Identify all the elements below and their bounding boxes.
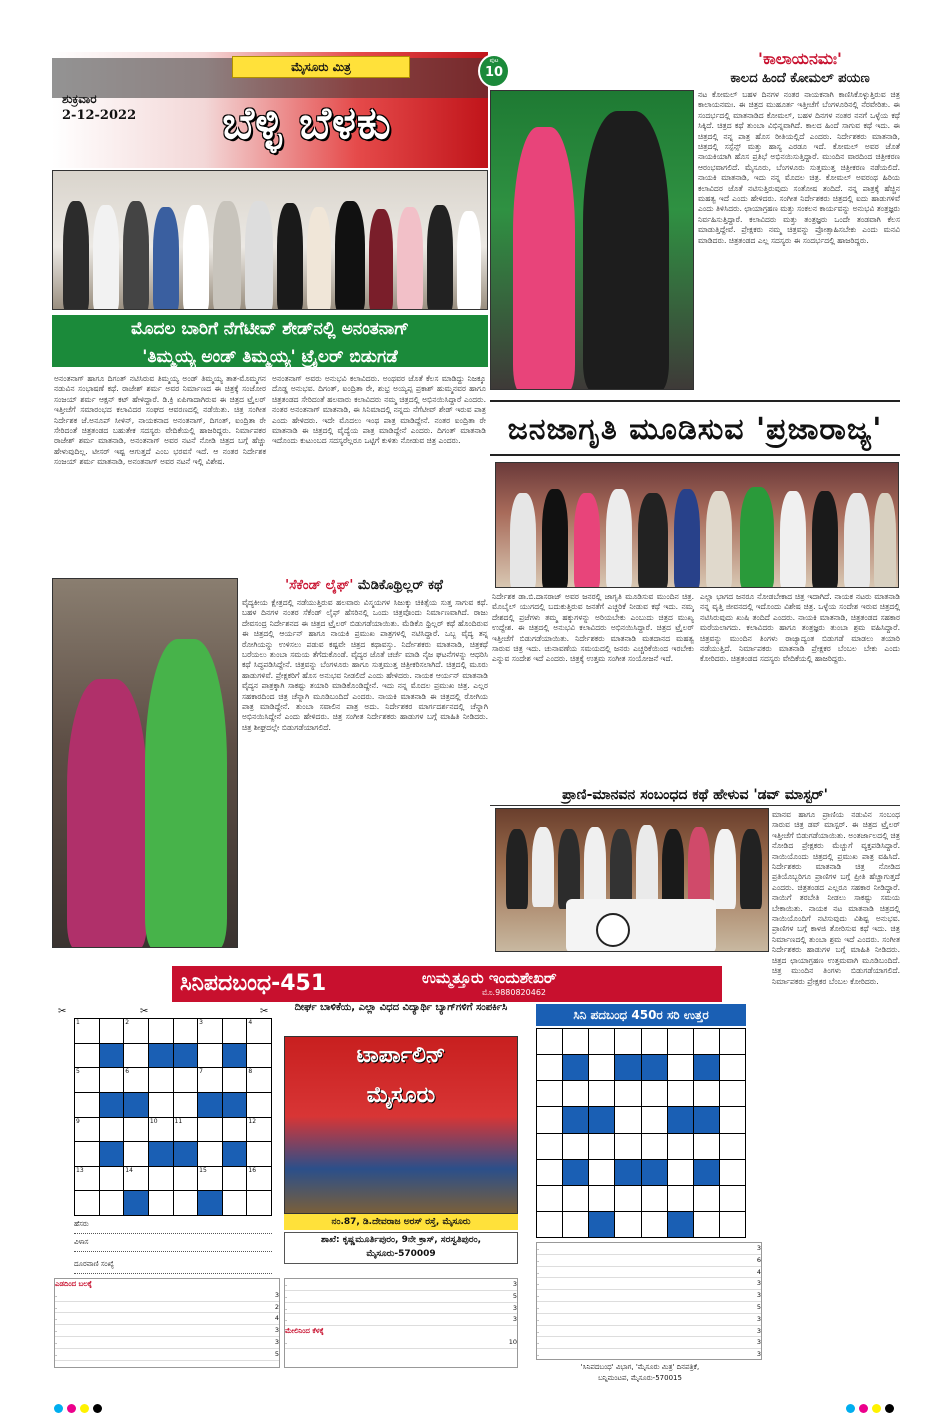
answer-cell [694, 1081, 719, 1106]
answer-cell [615, 1081, 640, 1106]
answer-cell [720, 1081, 745, 1106]
bag-ad-tagline: ದೀರ್ಘ ಬಾಳಿಕೆಯ, ಎಲ್ಲಾ ವಿಧದ ವಿದ್ಯಾರ್ಥಿ ಬ್ಯಾಗ್‌ಗಳಿಗೆ ಸಂಪರ್ಕಿಸಿ [294, 1002, 508, 1013]
crossword-cell[interactable] [247, 1068, 271, 1092]
crossword-cell[interactable] [223, 1068, 247, 1092]
crossword-cell-number: 7 [199, 1068, 203, 1076]
newspaper-brand: ಮೈಸೂರು ಮಿತ್ರ [232, 56, 410, 78]
actor-figure [583, 111, 669, 390]
answer-cell [537, 1186, 562, 1211]
crossword-cell-number: 5 [76, 1068, 80, 1076]
crossword-cell-number: 14 [125, 1166, 133, 1174]
crossword-cell[interactable] [100, 1068, 124, 1092]
crossword-grid[interactable] [74, 1018, 272, 1216]
answer-cell [720, 1160, 745, 1185]
answer-cell [668, 1160, 693, 1185]
crossword-cell[interactable] [75, 1068, 99, 1092]
crossword-cell[interactable] [174, 1118, 198, 1142]
person-figure [542, 489, 568, 588]
crossword-cell-number: 16 [248, 1166, 257, 1174]
second-life-body: ವೈದ್ಯಕೀಯ ಕ್ಷೇತ್ರದಲ್ಲಿ ನಡೆಯುತ್ತಿರುವ ಹಲವಾರು ವಿಸ್ಮಯಗಳ ಸಿಜುಕ್ಕು ಚಿಕಿತ್ಸೆಯ ಸುತ್ತ ಸಾಗುವ ಕಥೆ. ಬಹಳ ದಿನಗಳ ನಂತರ ಸೆಕೆಂಡ್ ಲೈಫ್ ಹೆಸರಿನಲ್ಲಿ ಒಂದು ಚಿತ್ರವೊಂದು ನಿರ್ಮಾಣವಾಗಿದೆ. ರಾಜು ದೇವಸಂದ್ರ ನಿರ್ದೇಶನದ ಈ ಚಿತ್ರದ ಟ್ರೈಲರ್ ಬಿಡುಗಡೆಯಾಯಿತು. ಮೆಡಿಕೊ ಥ್ರಿಲ್ಲರ್ ಕಥೆ ಹೊಂದಿರುವ ಈ ಚಿತ್ರದಲ್ಲಿ ಆರ್ಯನ್ ಹಾಗೂ ನಾಯಕಿ ಪ್ರಮುಖ ಪಾತ್ರಗಳಲ್ಲಿ ನಟಿಸಿದ್ದಾರೆ. ಒಬ್ಬ ವೈದ್ಯ ತನ್ನ ರೋಗಿಯನ್ನು ಉಳಿಸಲು ಪಡುವ ಕಷ್ಟವೇ ಚಿತ್ರದ ಕಥಾವಸ್ತು. ನಿರ್ದೇಶಕರು ಮಾತನಾಡಿ, ಚಿತ್ರಕಥೆ ಬರೆಯಲು ತುಂಬಾ ಸಮಯ ತೆಗೆದುಕೊಂಡೆ. ವೈದ್ಯರ ಜೊತೆ ಚರ್ಚೆ ಮಾಡಿ ನೈಜ ಘಟನೆಗಳನ್ನು ಆಧರಿಸಿ ಕಥೆ ಸಿದ್ಧಪಡಿಸಿದ್ದೇನೆ. ಚಿತ್ರವನ್ನು ಬೆಂಗಳೂರು ಹಾಗೂ ಸುತ್ತಮುತ್ತ ಚಿತ್ರೀಕರಿಸಲಾಗಿದೆ. ಚಿತ್ರದಲ್ಲಿ ಮೂರು ಹಾಡುಗಳಿವೆ. ಪ್ರೇಕ್ಷಕರಿಗೆ ಹೊಸ ಅನುಭವ ನೀಡಲಿದೆ ಎಂದು ಹೇಳಿದರು. ನಾಯಕ ಆರ್ಯನ್ ಮಾತನಾಡಿ ವೈದ್ಯನ ಪಾತ್ರಕ್ಕಾಗಿ ಸಾಕಷ್ಟು ತಯಾರಿ ಮಾಡಿಕೊಂಡಿದ್ದೇನೆ. ಇದು ನನ್ನ ಮೊದಲ ಪ್ರಮುಖ ಚಿತ್ರ. ಎಲ್ಲರ ಸಹಕಾರದಿಂದ ಚಿತ್ರ ಚೆನ್ನಾಗಿ ಮೂಡಿಬಂದಿದೆ ಎಂದರು. ನಾಯಕಿ ಮಾತನಾಡಿ ಈ ಚಿತ್ರದಲ್ಲಿ ರೋಗಿಯ ಪಾತ್ರ ಮಾಡಿದ್ದೇನೆ. ತುಂಬಾ ಸವಾಲಿನ ಪಾತ್ರ ಅದು. ನಿರ್ದೇಶಕರ ಮಾರ್ಗದರ್ಶನದಲ್ಲಿ ಚೆನ್ನಾಗಿ ಅಭಿನಯಿಸಿದ್ದೇನೆ ಎಂದು ಹೇಳಿದರು. ಚಿತ್ರ ಸಂಗೀತ ನಿರ್ದೇಶಕರು ಹಾಡುಗಳ ಬಗ್ಗೆ ಮಾಹಿತಿ ನೀಡಿದರು. ಚಿತ್ರ ಶೀಘ್ರದಲ್ಲೇ ಬಿಡುಗಡೆಯಾಗಲಿದೆ. [242, 598, 488, 732]
section-title: ಬೆಳ್ಳಿ ಬೆಳಕು [222, 98, 392, 149]
crossword-cell-number: 13 [76, 1166, 84, 1174]
person-figure [610, 829, 632, 909]
crossword-cell[interactable] [174, 1167, 198, 1191]
page-number-badge [478, 54, 510, 88]
crossword-block [223, 1044, 247, 1068]
crossword-block [100, 1142, 124, 1166]
crossword-cell[interactable] [75, 1093, 99, 1117]
crossword-cell[interactable] [174, 1191, 198, 1215]
answer-block [589, 1107, 614, 1132]
answer-cell [720, 1107, 745, 1132]
shop-address: ನಂ.87, ಡಿ.ದೇವರಾಜ ಅರಸ್ ರಸ್ತೆ, ಮೈಸೂರು [284, 1214, 518, 1230]
crossword-cell[interactable] [174, 1019, 198, 1043]
across-clues [54, 1278, 280, 1368]
clue-row: . 3 [537, 1314, 761, 1326]
person-figure [93, 205, 119, 310]
prajarajya-body-col1: ನಿರ್ದೇಶಕ ಡಾ.ಬಿ.ದಾಸರಾಜ್ ಅವರ ಜನರಲ್ಲಿ ಜಾಗೃತಿ ಮೂಡಿಸುವ ಮುಂದಿನ ಚಿತ್ರ. ಮೊಬೈಲ್ ಯುಗದಲ್ಲಿ ಬದುಕುತ್ತಿರುವ ಜನತೆಗೆ ಎಚ್ಚರಿಕೆ ನೀಡುವ ಕಥೆ ಇದು. ನಮ್ಮ ದೇಶದಲ್ಲಿ ಪ್ರಜೆಗಳು ತಮ್ಮ ಹಕ್ಕುಗಳನ್ನು ಅರಿಯಬೇಕು ಎಂಬುದು ಚಿತ್ರದ ಮುಖ್ಯ ಉದ್ದೇಶ. ಈ ಚಿತ್ರದಲ್ಲಿ ಅನುಭವಿ ಕಲಾವಿದರು ಅಭಿನಯಿಸಿದ್ದಾರೆ. ಚಿತ್ರದ ಟ್ರೈಲರ್ ಇತ್ತೀಚೆಗೆ ಬಿಡುಗಡೆಯಾಯಿತು. ನಿರ್ದೇಶಕರು ಮಾತನಾಡಿ ಮತದಾನದ ಮಹತ್ವ ಸಾರುವ ಚಿತ್ರ ಇದು. ಚುನಾವಣೆಯ ಸಮಯದಲ್ಲಿ ಜನರು ಎಚ್ಚರಿಕೆಯಿಂದ ಇರಬೇಕು ಎನ್ನುವ ಸಂದೇಶ ಇದೆ ಎಂದರು. ಚಿತ್ರಕ್ಕೆ ಉತ್ತಮ ಸಂಗೀತ ಸಂಯೋಜನೆ ಇದೆ. [492, 592, 694, 664]
crossword-cell[interactable] [100, 1191, 124, 1215]
person-figure [183, 205, 209, 310]
crossword-block [100, 1093, 124, 1117]
scissors-icon: ✂ [260, 1006, 269, 1017]
answer-cell [589, 1081, 614, 1106]
form-name-field[interactable] [74, 1220, 272, 1234]
crossword-cell[interactable] [198, 1118, 222, 1142]
answer-cell [615, 1186, 640, 1211]
answer-cell [642, 1029, 667, 1054]
crossword-cell[interactable] [124, 1167, 148, 1191]
person-figure [662, 829, 684, 909]
answer-cell [615, 1134, 640, 1159]
person-figure [606, 489, 632, 588]
person-figure [277, 203, 303, 310]
down-clues [284, 1278, 518, 1368]
person-figure [584, 827, 606, 907]
answer-block [615, 1160, 640, 1185]
clue-row: . 3 [537, 1278, 761, 1290]
answer-block [615, 1055, 640, 1080]
answer-cell [694, 1134, 719, 1159]
crossword-cell-number: 3 [199, 1019, 203, 1026]
crossword-banner [172, 966, 722, 1002]
footer-org-address: ಬನ್ನಿಮಂಟಪ, ಮೈಸೂರು-570015 [598, 1374, 682, 1382]
thimmayya-body-col2: ಅನಂತನಾಗ್ ಅವರು ಅನುಭವಿ ಕಲಾವಿದರು. ಅಂಥವರ ಜೊತೆ ಕೆಲಸ ಮಾಡಿದ್ದು ನಿಜಕ್ಕೂ ದೊಡ್ಡ ಅನುಭವ. ದಿಗಂತ್, ಐಂದ್ರಿತಾ ರೇ, ಶುಭ್ರ ಅಯ್ಯಪ್ಪ ಪ್ರಕಾಶ್ ಹುಮ್ಮನವರ ಹಾಗೂ ಚಿತ್ರತಂಡದ ಸೇರಿದಂತೆ ಹಲವಾರು ಕಲಾವಿದರು ನಮ್ಮ ಚಿತ್ರದಲ್ಲಿ ಅಭಿನಯಿಸಿದ್ದಾರೆ ಎಂದರು. ನಂತರ ಅನಂತನಾಗ್ ಮಾತನಾಡಿ, ಈ ಸಿನಿಮಾದಲ್ಲಿ ನನ್ನದು ನೆಗೆಟೀವ್ ಶೇಡ್ ಇರುವ ಪಾತ್ರ ಎಂದು ಹೇಳಿದರು. ಇದೇ ಮೊದಲು ಇಂಥ ಪಾತ್ರ ಮಾಡಿದ್ದೇನೆ. ನಂತರ ಐಂದ್ರಿತಾ ರೇ ಮಾತನಾಡಿ ಈ ಚಿತ್ರದಲ್ಲಿ ವೈದ್ಯೆಯ ಪಾತ್ರ ಮಾಡಿದ್ದೇನೆ ಎಂದರು. ದಿಗಂತ್ ಮಾತನಾಡಿ ಇದೊಂದು ಕುಟುಂಬದ ಸದಸ್ಯರೆಲ್ಲರೂ ಒಟ್ಟಿಗೆ ಕುಳಿತು ನೋಡುವ ಚಿತ್ರ ಎಂದರು. [272, 374, 486, 446]
crossword-cell-number: 11 [174, 1117, 183, 1125]
answer-cell [642, 1186, 667, 1211]
person-figure [153, 207, 179, 310]
crossword-cell[interactable] [124, 1068, 148, 1092]
clue-row: . 5 [55, 1349, 279, 1361]
answer-block [589, 1212, 614, 1237]
answer-cell [537, 1212, 562, 1237]
answer-cell [668, 1186, 693, 1211]
form-phone-label: ದೂರವಾಣಿ ಸಂಖ್ಯೆ [74, 1260, 114, 1268]
answer-cell [694, 1212, 719, 1237]
answer-block [694, 1107, 719, 1132]
answer-cell [563, 1134, 588, 1159]
crossword-cell[interactable] [198, 1019, 222, 1043]
crossword-cell-number: 10 [149, 1117, 158, 1125]
crossword-cell[interactable] [198, 1044, 222, 1068]
answer-cell [668, 1055, 693, 1080]
answers-banner: ಸಿನಿ ಪದಬಂಧ 450ರ ಸರಿ ಉತ್ತರ [536, 1004, 746, 1026]
answer-cell [563, 1029, 588, 1054]
thimmayya-body-col1: ಅನಂತನಾಗ್ ಹಾಗೂ ದಿಗಂತ್ ನಟಿಸಿರುವ ತಿಮ್ಮಯ್ಯ ಅಂಡ್ ತಿಮ್ಮಯ್ಯ ತಾತ-ಮೊಮ್ಮಗನ ನಡುವಿನ ಸಂಭಾಷಣೆ ಕಥೆ. ರಾಜೇಶ್ ಶರ್ಮ ಅವರ ನಿರ್ಮಾಣದ ಈ ಚಿತ್ರಕ್ಕೆ ಸಂಜೋರ ಸಂಜಯ್ ಶರ್ಮ ಆಕ್ಷನ್ ಕಟ್ ಹೇಳಿದ್ದಾರೆ. ಡಿ.ಕ್ರಿ ಏಪಿಗಾದಾಗಿರುವ ಈ ಚಿತ್ರದ ಟ್ರೈಲರ್ ಇತ್ತೀಚೆಗೆ ಸಮಾರಂಭದ ಕಲಾವಿದರ ಸಂಘದ ಆವರಣದಲ್ಲಿ ನಡೆಯಿತು. ಚಿತ್ರ ಸಂಗೀತ ನಿರ್ದೇಶಕ ಜೆ.ಅನೂಪ್ ಸೀಳಿನ್, ನಾಯಕನಾದ ಅನಂತನಾಗ್, ದಿಗಂತ್, ಐಂದ್ರಿತಾ ರೇ ಸೇರಿದಂತೆ ಚಿತ್ರತಂಡದ ಬಹುತೇಕ ಸದಸ್ಯರು ವೇದಿಕೆಯಲ್ಲಿ ಹಾಜರಿದ್ದರು. ನಿರ್ಮಾಪಕರ ರಾಜೇಶ್ ಶರ್ಮ ಮಾತನಾಡಿ, ಅನಂತನಾಗ್ ಅವರ ನಟನೆ ನೋಡಿ ಚಿತ್ರದ ಬಗ್ಗೆ ಹೆಚ್ಚು ಹೇಳುವುದಿಲ್ಲ. ಟೀಸರ್ ಇಷ್ಟ ಆಗುತ್ತದೆ ಎಂಬ ಭರವಸೆ ಇದೆ. ಆ ನಂತರ ನಿರ್ದೇಶಕ ಸಂಜಯ್ ಶರ್ಮ ಮಾತನಾಡಿ, ಅನಂತನಾಗ್ ಅವರ ನಟನೆ ಇಲ್ಲಿ ವಿಶೇಷ. [54, 374, 266, 467]
clue-row: . 3 [537, 1290, 761, 1302]
second-life-headline-rest: ಮೆಡಿಕೊಥ್ರಿಲ್ಲರ್ ಕಥೆ [357, 578, 443, 593]
answer-cell [537, 1055, 562, 1080]
answer-cell [537, 1160, 562, 1185]
prajarajya-body-col2: ಎಲ್ಲಾ ಭಾಗದ ಜನರೂ ನೋಡಬೇಕಾದ ಚಿತ್ರ ಇದಾಗಿದೆ. ನಾಯಕ ನಟರು ಮಾತನಾಡಿ ನನ್ನ ವೃತ್ತಿ ಜೀವನದಲ್ಲಿ ಇದೊಂದು ವಿಶೇಷ ಚಿತ್ರ. ಒಳ್ಳೆಯ ಸಂದೇಶ ಇರುವ ಚಿತ್ರದಲ್ಲಿ ನಟಿಸಿರುವುದು ಖುಷಿ ತಂದಿದೆ ಎಂದರು. ನಾಯಕಿ ಮಾತನಾಡಿ, ಚಿತ್ರತಂಡದ ಸಹಕಾರ ಮರೆಯಲಾಗದು. ಕಲಾವಿದರು ಹಾಗೂ ತಂತ್ರಜ್ಞರು ತುಂಬಾ ಶ್ರಮ ವಹಿಸಿದ್ದಾರೆ. ಚಿತ್ರವನ್ನು ಮುಂದಿನ ತಿಂಗಳು ರಾಜ್ಯಾದ್ಯಂತ ಬಿಡುಗಡೆ ಮಾಡಲು ತಯಾರಿ ನಡೆಯುತ್ತಿದೆ. ನಿರ್ಮಾಪಕರು ಮಾತನಾಡಿ ಪ್ರೇಕ್ಷಕರ ಬೆಂಬಲ ಬೇಕು ಎಂದು ಕೋರಿದರು. ಚಿತ್ರತಂಡದ ಸದಸ್ಯರು ವೇದಿಕೆಯಲ್ಲಿ ಹಾಜರಿದ್ದರು. [700, 592, 900, 664]
komal-couple-photo [490, 90, 694, 390]
crossword-block [149, 1142, 173, 1166]
crossword-cell[interactable] [198, 1068, 222, 1092]
person-figure [844, 493, 870, 588]
second-life-headline-quote: 'ಸೆಕೆಂಡ್ ಲೈಫ್' [285, 578, 354, 593]
front-row-figures [566, 899, 716, 952]
person-figure [740, 487, 774, 588]
answer-cell [537, 1029, 562, 1054]
crossword-cell[interactable] [149, 1093, 173, 1117]
scissors-icon: ✂ [58, 1006, 67, 1017]
answer-cell [642, 1212, 667, 1237]
person-figure [427, 205, 453, 310]
clue-row: . 3 [285, 1303, 517, 1315]
form-address-label: ವಿಳಾಸ [74, 1238, 89, 1246]
crossword-cell[interactable] [223, 1019, 247, 1043]
dove-master-body: ಮಾನವ ಹಾಗೂ ಪ್ರಾಣಿಯ ನಡುವಿನ ಸಂಬಂಧ ಸಾರುವ ಚಿತ್ರ ಡವ್ ಮಾಸ್ಟರ್. ಈ ಚಿತ್ರದ ಟ್ರೈಲರ್ ಇತ್ತೀಚೆಗೆ ಬಿಡುಗಡೆಯಾಯಿತು. ಅಂತರ್ಜಾಲದಲ್ಲಿ ಚಿತ್ರ ನೋಡಿದ ಪ್ರೇಕ್ಷಕರು ಮೆಚ್ಚುಗೆ ವ್ಯಕ್ತಪಡಿಸಿದ್ದಾರೆ. ನಾಯಿಯೊಂದು ಚಿತ್ರದಲ್ಲಿ ಪ್ರಮುಖ ಪಾತ್ರ ವಹಿಸಿದೆ. ನಿರ್ದೇಶಕರು ಮಾತನಾಡಿ ಚಿತ್ರ ನೋಡಿದ ಪ್ರತಿಯೊಬ್ಬರಿಗೂ ಪ್ರಾಣಿಗಳ ಬಗ್ಗೆ ಪ್ರೀತಿ ಹೆಚ್ಚಾಗುತ್ತದೆ ಎಂದರು. ಚಿತ್ರತಂಡದ ಎಲ್ಲರೂ ಸಹಕಾರ ನೀಡಿದ್ದಾರೆ. ನಾಯಿಗೆ ತರಬೇತಿ ನೀಡಲು ಸಾಕಷ್ಟು ಸಮಯ ಬೇಕಾಯಿತು. ನಾಯಕ ನಟ ಮಾತನಾಡಿ ಚಿತ್ರದಲ್ಲಿ ನಾಯಿಯೊಂದಿಗೆ ನಟಿಸುವುದು ವಿಶಿಷ್ಟ ಅನುಭವ. ಪ್ರಾಣಿಗಳ ಬಗ್ಗೆ ಕಾಳಜಿ ತೋರಿಸುವ ಕಥೆ ಇದು. ಚಿತ್ರ ನಿರ್ಮಾಣದಲ್ಲಿ ತುಂಬಾ ಶ್ರಮ ಇದೆ ಎಂದರು. ಸಂಗೀತ ನಿರ್ದೇಶಕರು ಹಾಡುಗಳ ಬಗ್ಗೆ ಮಾಹಿತಿ ನೀಡಿದರು. ಚಿತ್ರದ ಛಾಯಾಗ್ರಹಣ ಉತ್ತಮವಾಗಿ ಮೂಡಿಬಂದಿದೆ. ಚಿತ್ರ ಮುಂದಿನ ತಿಂಗಳು ಬಿಡುಗಡೆಯಾಗಲಿದೆ. ನಿರ್ಮಾಪಕರು ಪ್ರೇಕ್ಷಕರ ಬೆಂಬಲ ಕೋರಿದರು. [772, 810, 900, 986]
crossword-cell[interactable] [247, 1191, 271, 1215]
answer-cell [668, 1029, 693, 1054]
second-life-couple-photo [52, 578, 238, 948]
prajarajya-headline: ಜನಜಾಗೃತಿ ಮೂಡಿಸುವ 'ಪ್ರಜಾರಾಜ್ಯ' [490, 400, 900, 456]
thimmayya-group-photo [52, 170, 488, 310]
person-figure [397, 207, 423, 310]
crossword-cell[interactable] [75, 1118, 99, 1142]
thimmayya-headline-line1: ಮೊದಲ ಬಾರಿಗೆ ನೆಗೆಟೀವ್ ಶೇಡ್‌ನಲ್ಲಿ ಅನಂತನಾಗ್ [131, 319, 409, 339]
person-figure [714, 829, 736, 909]
crossword-cell[interactable] [124, 1019, 148, 1043]
crossword-cell[interactable] [149, 1019, 173, 1043]
crossword-cell[interactable] [174, 1068, 198, 1092]
clue-row: . 3 [55, 1290, 279, 1302]
actor-figure [145, 639, 227, 948]
footer-organisation [540, 1362, 740, 1398]
answer-block [694, 1055, 719, 1080]
crossword-cell[interactable] [223, 1191, 247, 1215]
crossword-cell[interactable] [149, 1068, 173, 1092]
crossword-cell[interactable] [198, 1167, 222, 1191]
person-figure [558, 829, 580, 909]
second-life-headline [240, 576, 488, 596]
crossword-cell[interactable] [100, 1019, 124, 1043]
crossword-cell-number: 12 [248, 1117, 257, 1125]
crossword-block [174, 1142, 198, 1166]
person-figure [688, 827, 710, 909]
thimmayya-headline [52, 312, 488, 370]
clue-row: . 4 [55, 1313, 279, 1325]
crossword-block [174, 1044, 198, 1068]
answers-grid [536, 1028, 746, 1238]
person-figure [706, 491, 732, 588]
answer-cell [589, 1055, 614, 1080]
clue-row: . 10 [285, 1337, 517, 1349]
answer-cell [720, 1212, 745, 1237]
person-figure [335, 201, 365, 310]
crossword-mobile: ಮೊ.9880820462 [482, 988, 547, 997]
crossword-cell[interactable] [124, 1044, 148, 1068]
clue-row: . 3 [537, 1349, 761, 1360]
dove-master-headline: ಪ್ರಾಣಿ-ಮಾನವನ ಸಂಬಂಧದ ಕಥೆ ಹೇಳುವ 'ಡವ್ ಮಾಸ್ಟರ್' [490, 784, 900, 806]
tarpaulin-shop-ad-photo [284, 1036, 518, 1214]
crossword-cell[interactable] [75, 1142, 99, 1166]
person-figure [307, 207, 331, 310]
kalayanamah-headline-sub: ಕಾಲದ ಹಿಂದೆ ಕೋಮಲ್ ಪಯಣ [730, 71, 870, 86]
crossword-cell[interactable] [247, 1118, 271, 1142]
crossword-cell[interactable] [247, 1093, 271, 1117]
answer-cell [563, 1212, 588, 1237]
crossword-cell[interactable] [198, 1142, 222, 1166]
answer-cell [720, 1055, 745, 1080]
clue-row: . 2 [55, 1302, 279, 1314]
answer-cell [694, 1186, 719, 1211]
crossword-block [124, 1191, 148, 1215]
person-figure [506, 829, 528, 909]
crossword-cell[interactable] [223, 1167, 247, 1191]
answer-block [563, 1107, 588, 1132]
person-figure [532, 827, 554, 907]
answer-cell [589, 1029, 614, 1054]
clue-row: . 3 [537, 1243, 761, 1255]
form-phone-field[interactable] [74, 1260, 272, 1274]
person-figure [636, 825, 658, 909]
answer-block [668, 1212, 693, 1237]
person-figure [213, 201, 241, 310]
crossword-block [100, 1044, 124, 1068]
clue-row: . 3 [55, 1325, 279, 1337]
crossword-block [198, 1093, 222, 1117]
crossword-cell-number: 1 [76, 1019, 80, 1026]
person-figure [740, 829, 762, 909]
crossword-block [198, 1191, 222, 1215]
answer-cell [668, 1081, 693, 1106]
crossword-cell[interactable] [223, 1118, 247, 1142]
crossword-cell-number: 8 [248, 1068, 253, 1076]
page-number: 10 [484, 65, 504, 80]
crossword-cell[interactable] [124, 1142, 148, 1166]
answer-cell [589, 1134, 614, 1159]
answer-cell [537, 1134, 562, 1159]
across-heading: ಎಡದಿಂದ ಬಲಕ್ಕೆ [55, 1280, 92, 1288]
answer-block [642, 1160, 667, 1185]
person-figure [638, 493, 668, 588]
crossword-cell[interactable] [247, 1167, 271, 1191]
form-address-field[interactable] [74, 1238, 272, 1252]
answer-cell [537, 1107, 562, 1132]
person-figure [780, 491, 806, 588]
prajarajya-group-photo [495, 462, 899, 588]
answer-cell [537, 1081, 562, 1106]
answer-block [668, 1107, 693, 1132]
crossword-cell[interactable] [75, 1167, 99, 1191]
person-figure [674, 489, 700, 588]
answer-cell [720, 1134, 745, 1159]
answer-cell [615, 1212, 640, 1237]
answer-cell [720, 1186, 745, 1211]
crossword-cell[interactable] [149, 1167, 173, 1191]
shop-name-line1: ಟಾರ್ಪಾಲಿನ್ [356, 1043, 446, 1068]
crossword-cell-number: 9 [76, 1117, 80, 1125]
crossword-block [223, 1093, 247, 1117]
answer-cell [589, 1186, 614, 1211]
clue-row: . 3 [537, 1326, 761, 1338]
clue-row: . 5 [285, 1291, 517, 1303]
person-figure [510, 493, 536, 588]
issue-date: 2-12-2022 [62, 108, 137, 123]
shop-name-line2: ಮೈಸೂರು [366, 1083, 436, 1108]
person-figure [63, 201, 89, 310]
crossword-block [223, 1142, 247, 1166]
answer-cell [615, 1029, 640, 1054]
person-figure [245, 201, 273, 310]
answer-block [563, 1055, 588, 1080]
answer-cell [642, 1107, 667, 1132]
down-heading: ಮೇಲಿನಿಂದ ಕೆಳಕ್ಕೆ [285, 1327, 324, 1336]
clue-row: . 5 [537, 1302, 761, 1314]
answers-clues [536, 1242, 762, 1360]
answer-cell [720, 1029, 745, 1054]
print-registration-dots [54, 1404, 102, 1413]
person-figure [123, 201, 149, 310]
answer-cell [668, 1134, 693, 1159]
crossword-cell[interactable] [149, 1191, 173, 1215]
clue-row: . 6 [537, 1255, 761, 1267]
crossword-cell[interactable] [247, 1019, 271, 1043]
footer-org-line: 'ಸಿನಿಪದಬಂಧ' ವಿಭಾಗ, 'ಮೈಸೂರು ಮಿತ್ರ' ದಿನಪತ್ರಿಕೆ, [580, 1363, 700, 1371]
clue-row: . 3 [537, 1337, 761, 1349]
crossword-cell-number: 15 [199, 1166, 207, 1174]
crossword-cell[interactable] [100, 1118, 124, 1142]
crossword-cell[interactable] [247, 1142, 271, 1166]
page-label: ಪುಟ [489, 57, 499, 64]
answer-block [642, 1055, 667, 1080]
person-figure [457, 211, 481, 310]
person-figure [369, 209, 393, 310]
person-figure [812, 491, 838, 588]
clue-row: . 3 [55, 1337, 279, 1349]
kalayanamah-headline [700, 48, 900, 88]
kalayanamah-body: ನಟ ಕೋಮಲ್ ಬಹಳ ದಿನಗಳ ನಂತರ ನಾಯಕನಾಗಿ ಕಾಣಿಸಿಕೊಳ್ಳುತ್ತಿರುವ ಚಿತ್ರ ಕಾಲಾಯನಮಃ. ಈ ಚಿತ್ರದ ಮುಹೂರ್ತ ಇತ್ತೀಚೆಗೆ ಬೆಂಗಳೂರಿನಲ್ಲಿ ನೆರವೇರಿತು. ಈ ಸಂದರ್ಭದಲ್ಲಿ ಮಾತನಾಡಿದ ಕೋಮಲ್, ಬಹಳ ದಿನಗಳ ನಂತರ ನನಗೆ ಒಳ್ಳೆಯ ಕಥೆ ಸಿಕ್ಕಿದೆ. ಚಿತ್ರದ ಕಥೆ ತುಂಬಾ ವಿಭಿನ್ನವಾಗಿದೆ. ಕಾಲದ ಹಿಂದೆ ಸಾಗುವ ಕಥೆ ಇದು. ಈ ಚಿತ್ರದಲ್ಲಿ ನನ್ನ ಪಾತ್ರ ಹೊಸ ರೀತಿಯಲ್ಲಿದೆ ಎಂದರು. ನಿರ್ದೇಶಕರು ಮಾತನಾಡಿ, ಚಿತ್ರದಲ್ಲಿ ಸಸ್ಪೆನ್ಸ್ ಮತ್ತು ಹಾಸ್ಯ ಎರಡೂ ಇದೆ. ಕೋಮಲ್ ಅವರ ಜೊತೆ ನಾಯಕಿಯಾಗಿ ಹೊಸ ಪ್ರತಿಭೆ ಅಭಿನಯಿಸುತ್ತಿದ್ದಾರೆ. ಮುಂದಿನ ವಾರದಿಂದ ಚಿತ್ರೀಕರಣ ಆರಂಭವಾಗಲಿದೆ. ಮೈಸೂರು, ಬೆಂಗಳೂರು ಸುತ್ತಮುತ್ತ ಚಿತ್ರೀಕರಣ ನಡೆಯಲಿದೆ. ನಾಯಕಿ ಮಾತನಾಡಿ, ಇದು ನನ್ನ ಮೊದಲ ಚಿತ್ರ. ಕೋಮಲ್ ಅವರಂಥ ಹಿರಿಯ ಕಲಾವಿದರ ಜೊತೆ ನಟಿಸುತ್ತಿರುವುದು ಸಂತೋಷ ತಂದಿದೆ. ನನ್ನ ಪಾತ್ರಕ್ಕೆ ಹೆಚ್ಚಿನ ಮಹತ್ವ ಇದೆ ಎಂದು ಹೇಳಿದರು. ಸಂಗೀತ ನಿರ್ದೇಶಕರು ಚಿತ್ರದಲ್ಲಿ ಐದು ಹಾಡುಗಳಿವೆ ಎಂದು ತಿಳಿಸಿದರು. ಛಾಯಾಗ್ರಹಣ ಮತ್ತು ಸಂಕಲನ ಕಾರ್ಯವನ್ನು ಅನುಭವಿ ತಂತ್ರಜ್ಞರು ನಿರ್ವಹಿಸುತ್ತಿದ್ದಾರೆ. ಕಲಾವಿದರು ಮತ್ತು ತಂತ್ರಜ್ಞರು ಒಂದೇ ತಂಡವಾಗಿ ಕೆಲಸ ಮಾಡುತ್ತಿದ್ದೇವೆ. ಪ್ರೇಕ್ಷಕರು ನಮ್ಮ ಚಿತ್ರವನ್ನು ಪ್ರೋತ್ಸಾಹಿಸಬೇಕು ಎಂದು ಮನವಿ ಮಾಡಿದರು. ಚಿತ್ರತಂಡದ ಎಲ್ಲ ಸದಸ್ಯರು ಈ ಸಂದರ್ಭದಲ್ಲಿ ಹಾಜರಿದ್ದರು. [698, 90, 900, 245]
crossword-cell[interactable] [124, 1118, 148, 1142]
kalayanamah-headline-main: 'ಕಾಲಾಯನಮಃ' [758, 49, 842, 68]
crossword-title: ಸಿನಿಪದಬಂಧ-451 [180, 971, 327, 996]
clue-row: . 3 [285, 1279, 517, 1291]
crossword-cell-number: 2 [125, 1019, 130, 1026]
answer-cell [589, 1160, 614, 1185]
dove-master-group-photo [495, 808, 769, 952]
thimmayya-headline-line2: 'ತಿಮ್ಮಯ್ಯ ಅಂಡ್ ತಿಮ್ಮಯ್ಯ' ಟ್ರೈಲರ್ ಬಿಡುಗಡೆ [142, 347, 398, 367]
crossword-cell[interactable] [75, 1191, 99, 1215]
crossword-cell[interactable] [75, 1019, 99, 1043]
crossword-author: ಉಮ್ಮತ್ತೂರು ಇಂದುಶೇಖರ್ [422, 969, 557, 987]
answer-cell [694, 1029, 719, 1054]
answer-cell [642, 1081, 667, 1106]
print-registration-dots [846, 1404, 894, 1413]
answer-cell [615, 1107, 640, 1132]
crossword-cell[interactable] [75, 1044, 99, 1068]
form-name-label: ಹೆಸರು [74, 1220, 89, 1228]
shop-branch: ಶಾಖೆ: ಕೃಷ್ಣಮೂರ್ತಿಪುರಂ, 9ನೇ ಕ್ರಾಸ್, ಸರಸ್ವತಿಪುರಂ, ಮೈಸೂರು-570009 [284, 1232, 518, 1264]
answer-block [694, 1160, 719, 1185]
answer-block [563, 1160, 588, 1185]
issue-day: ಶುಕ್ರವಾರ [62, 92, 97, 106]
dog-figure [596, 913, 630, 947]
person-figure [574, 493, 600, 588]
person-figure [874, 493, 896, 588]
crossword-block [149, 1044, 173, 1068]
answer-cell [563, 1081, 588, 1106]
crossword-cell[interactable] [149, 1118, 173, 1142]
answer-cell [642, 1134, 667, 1159]
crossword-cell[interactable] [174, 1093, 198, 1117]
actress-figure [67, 679, 147, 948]
crossword-cell-number: 4 [248, 1019, 253, 1026]
actress-figure [513, 127, 575, 390]
crossword-block [124, 1093, 148, 1117]
clue-row: . 4 [537, 1267, 761, 1279]
crossword-cell[interactable] [100, 1167, 124, 1191]
clue-row: . 3 [285, 1314, 517, 1326]
crossword-cell[interactable] [247, 1044, 271, 1068]
crossword-cell-number: 6 [125, 1068, 130, 1076]
scissors-icon: ✂ [140, 1006, 149, 1017]
answer-cell [563, 1186, 588, 1211]
